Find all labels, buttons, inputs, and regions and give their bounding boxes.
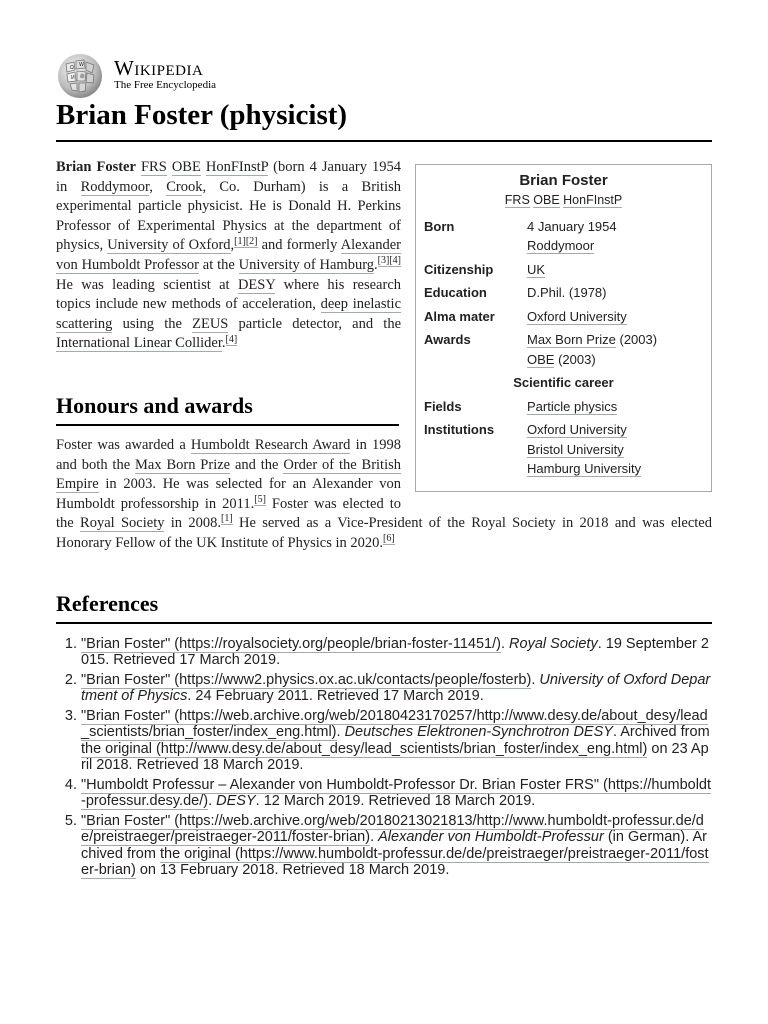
- text: . Archived from: [612, 724, 710, 740]
- svg-text:W: W: [79, 62, 84, 68]
- reference-publisher: Alexander von Humboldt-Professur: [378, 829, 604, 845]
- text: Foster was elected to the: [56, 495, 401, 532]
- text: .: [221, 335, 226, 352]
- text: in 1998 and both the: [56, 436, 401, 473]
- hamburg-link[interactable]: University of Hamburg: [238, 256, 375, 273]
- infobox-alma-mater-link[interactable]: Oxford University: [527, 308, 627, 324]
- page-title: Brian Foster (physicist): [56, 96, 712, 142]
- infobox-fields-link[interactable]: Particle physics: [527, 398, 618, 414]
- wikipedia-tagline: The Free Encyclopedia: [114, 79, 217, 91]
- svg-text:И: И: [71, 75, 75, 81]
- reference-link[interactable]: "Brian Foster" (https://web.archive.org/web/20180423170257/http://www.desy.de/about_desy/lead_scientists/brian_foster/index_eng.html): [81, 707, 708, 740]
- infobox-education-value: D.Phil. (1978): [527, 285, 607, 300]
- site-header: [56, 52, 712, 100]
- royal-society-link[interactable]: Royal Society: [80, 515, 165, 532]
- infobox-label: Awards: [424, 332, 471, 347]
- reference-publisher: DESY: [216, 793, 256, 809]
- reference-link[interactable]: "Humboldt Professur – Alexander von Humboldt-Professor Dr. Brian Foster FRS" (https://humboldt-professur.desy.de/): [81, 776, 712, 809]
- text: on 13 February 2018. Retrieved 18 March 2019.: [135, 862, 450, 878]
- infobox-label: Institutions: [424, 422, 495, 437]
- text: where his research topics include new methods of acceleration,: [56, 276, 402, 313]
- infobox-award-obe-link[interactable]: OBE: [527, 351, 555, 367]
- citation-link[interactable]: [2]: [245, 235, 258, 247]
- infobox-label: Fields: [424, 398, 462, 414]
- zeus-link[interactable]: ZEUS: [192, 315, 229, 332]
- text: .: [370, 829, 379, 845]
- text: ,: [149, 178, 167, 195]
- max-born-prize-link[interactable]: Max Born Prize: [135, 456, 231, 473]
- text: Foster was awarded a: [56, 436, 191, 453]
- subject-name: Brian Foster: [56, 159, 136, 175]
- infobox-row-fields: [416, 397, 711, 417]
- text: at the: [198, 256, 239, 273]
- citation-link[interactable]: [4]: [389, 255, 401, 267]
- section-heading-references: References: [56, 590, 712, 624]
- text: in 2008.: [164, 515, 221, 532]
- section-heading-honours: Honours and awards: [56, 392, 399, 426]
- reference-publisher: Royal Society: [509, 635, 598, 652]
- article-body: [56, 158, 712, 882]
- citation-link[interactable]: [6]: [383, 533, 395, 545]
- infobox-institution-link[interactable]: Oxford University: [527, 422, 627, 437]
- text: He served as a Vice-President of the Royal Society in 2018 and was elected Honorary Fellow of the UK Institute of Physics in 2020.: [56, 515, 712, 551]
- reference-item: [81, 813, 712, 879]
- infobox-row-alma-mater: [416, 307, 711, 327]
- humboldt-research-award-link[interactable]: Humboldt Research Award: [190, 436, 351, 453]
- infobox-citizenship-link[interactable]: UK: [527, 261, 546, 277]
- reference-item: [81, 777, 712, 810]
- infobox-obe-link[interactable]: OBE: [533, 193, 560, 207]
- infobox-title: Brian Foster: [519, 172, 608, 189]
- text: and the: [230, 456, 284, 473]
- archive-original-link[interactable]: the original (https://www.humboldt-professur.de/de/preistraeger/preistraeger-2011/foster-brian): [81, 845, 709, 878]
- infobox-section-heading: Scientific career: [513, 375, 614, 390]
- infobox-label: Education: [424, 285, 487, 300]
- deep-inelastic-scattering-link[interactable]: deep inelastic scattering: [56, 296, 402, 332]
- text: . 24 February 2011. Retrieved 17 March 2019.: [187, 688, 484, 704]
- infobox-row-awards: [416, 330, 711, 369]
- order-british-empire-link[interactable]: Order of the British Empire: [56, 456, 402, 493]
- text: (born 4 January 1954 in: [56, 159, 402, 195]
- text: in 2003. He was selected for an Alexander von Humboldt professorship in 2011.: [56, 476, 401, 512]
- ilc-link[interactable]: International Linear Collider: [56, 335, 222, 352]
- reference-link[interactable]: "Brian Foster" (https://www2.physics.ox.ac.uk/contacts/people/fosterb): [81, 671, 532, 688]
- reference-publisher: University of Oxford Department of Physics: [81, 671, 711, 704]
- text: . 12 March 2019. Retrieved 18 March 2019.: [255, 793, 536, 809]
- infobox-label: Born: [424, 218, 455, 234]
- text: .: [500, 635, 510, 652]
- roddymoor-link[interactable]: Roddymoor: [80, 178, 150, 195]
- reference-item: [81, 708, 712, 774]
- text: .: [208, 793, 217, 809]
- oxford-link[interactable]: University of Oxford: [107, 237, 231, 254]
- reference-item: [81, 636, 712, 669]
- text: and formerly: [257, 237, 341, 254]
- citation-link[interactable]: [1]: [234, 235, 246, 247]
- text: (in German). Archived from: [81, 829, 707, 862]
- text: .: [374, 256, 378, 273]
- obe-link[interactable]: OBE: [171, 159, 201, 175]
- citation-link[interactable]: [1]: [221, 513, 233, 525]
- archive-original-link[interactable]: the original (http://www.desy.de/about_desy/lead_scientists/brian_foster/index_eng.html): [81, 740, 648, 757]
- infobox-frs-link[interactable]: FRS: [504, 193, 530, 207]
- text: . 19 September 2015. Retrieved 17 March 2019.: [81, 635, 709, 668]
- honfinstp-link[interactable]: HonFInstP: [205, 159, 269, 175]
- text: He was leading scientist at: [56, 276, 238, 293]
- reference-publisher: Deutsches Elektronen-Synchrotron DESY: [344, 724, 613, 740]
- infobox-institution-link[interactable]: Hamburg University: [527, 461, 642, 476]
- reference-item: [81, 672, 712, 705]
- text: on 23 April 2018. Retrieved 18 March 2019.: [81, 740, 709, 773]
- desy-link[interactable]: DESY: [237, 276, 276, 293]
- infobox-honfinstp-link[interactable]: HonFInstP: [563, 193, 623, 207]
- svg-text:Ω: Ω: [70, 65, 74, 71]
- citation-link[interactable]: [5]: [254, 493, 266, 505]
- humboldt-professor-link[interactable]: Alexander von Humboldt Professor: [56, 237, 401, 273]
- references-list: [56, 636, 712, 879]
- citation-link[interactable]: [3]: [377, 255, 390, 267]
- text: using the: [112, 315, 193, 332]
- infobox-row-born: [416, 217, 711, 256]
- citation-link[interactable]: [4]: [225, 333, 238, 345]
- reference-link[interactable]: "Brian Foster" (https://web.archive.org/web/20180213021813/http://www.humboldt-professur.de/de/preistraeger/preistraeger-2011/foster-brian): [81, 812, 704, 845]
- infobox-row-institutions: [416, 420, 711, 479]
- text: ,: [230, 237, 235, 254]
- infobox: [415, 164, 712, 492]
- infobox-award-year: (2003): [554, 351, 596, 367]
- text: particle detector, and the: [228, 315, 402, 332]
- wikipedia-globe-logo[interactable]: [56, 52, 104, 100]
- infobox-award-year: (2003): [615, 332, 658, 347]
- frs-link[interactable]: FRS: [140, 159, 167, 175]
- text: .: [531, 671, 540, 688]
- infobox-postnominals: [416, 191, 711, 211]
- text: , Co. Durham) is a British experimental particle physicist. He is Donald H. Perkins Professor of Experimental Physics at the department of physics,: [56, 178, 402, 254]
- wikipedia-wordmark[interactable]: Wikipedia: [114, 56, 204, 80]
- svg-text:維: 維: [80, 74, 86, 80]
- infobox-row-citizenship: [416, 260, 711, 280]
- crook-link[interactable]: Crook: [166, 178, 203, 195]
- text: .: [336, 724, 345, 740]
- infobox-label: Citizenship: [424, 261, 494, 277]
- infobox-label: Alma mater: [424, 308, 495, 324]
- reference-link[interactable]: "Brian Foster" (https://royalsociety.org/people/brian-foster-11451/): [81, 635, 501, 652]
- infobox-born-date: 4 January 1954: [527, 218, 617, 234]
- infobox-award-max-born-link[interactable]: Max Born Prize: [527, 332, 616, 347]
- infobox-born-place-link[interactable]: Roddymoor: [527, 238, 595, 253]
- infobox-institution-link[interactable]: Bristol University: [527, 441, 624, 457]
- infobox-row-education: [416, 283, 711, 303]
